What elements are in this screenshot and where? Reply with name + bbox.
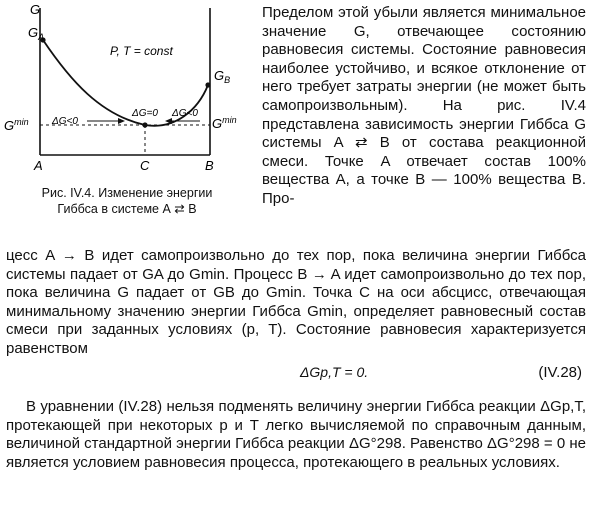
dg-left-label: ΔG<0 [52, 116, 78, 127]
equation-iv28 [0, 364, 590, 386]
point-gmin [142, 122, 147, 127]
full-width-paragraph [6, 247, 586, 359]
gibbs-energy-figure [0, 0, 255, 235]
axis-b-label: B [205, 158, 214, 173]
right-paragraph-text: Пределом этой убыли является минимальное значение G, отвечающее состоянию равновесия системы. Состояние равновесия наиболее устойчиво, и всякое отклонение от него требует затраты энергии (не может быть самопроизвольным). На рис. IV.4 представлена зависимость энергии Гиббса G системы A ⇄ B от состава реакционной смеси. Точке A отвечает состав 100% вещества A, а точке B — 100% вещества B. Про- [262, 4, 586, 207]
dg-right-label: ΔG<0 [172, 108, 198, 119]
label-gmin-left: $G^{min}$ [4, 117, 29, 133]
axis-c-label: C [140, 158, 150, 173]
label-g: G [30, 2, 41, 17]
second-full-paragraph [6, 398, 586, 472]
figure-caption [2, 185, 252, 217]
caption-line-1: Рис. IV.4. Изменение энергии [41, 186, 213, 200]
caption-line-2: Гиббса в системе А ⇄ В [57, 202, 197, 216]
full-paragraph-text: цесс A → B идет самопроизвольно до тех пор, пока величина энергии Гиббса системы падает от GA до Gmin. Процесс B → A идет самопроизвольно до тех пор, пока величина G падает от GB до Gmin. Точка C на оси абсцисс, отвечающая минимальному значению энергии Гиббса Gmin, определяет равновесный состав смеси при заданных условиях (p, T). Состояние равновесия характеризуется равенством [6, 247, 586, 357]
right-column-paragraph [262, 4, 586, 209]
dg-mid-label: ΔG=0 [132, 108, 158, 119]
equation-text: ΔGp,T = 0. [300, 364, 369, 380]
const-label: P, T = const [110, 44, 173, 58]
label-ga: $G_A$ [28, 25, 45, 42]
equation-number: (IV.28) [538, 364, 582, 381]
second-paragraph-text: В уравнении (IV.28) нельзя подменять величину энергии Гиббса реакции ΔGp,T, протекающей при некоторых p и T легко вычисляемой по справочным данным, величиной стандартной энергии Гиббса реакции ΔG°298. Равенство ΔG°298 = 0 не является условием равновесия процесса, протекающего в реальных условиях. [6, 398, 586, 471]
label-gmin-right: $G^{min}$ [212, 115, 237, 131]
point-gb [205, 82, 210, 87]
axis-a-label: A [34, 158, 43, 173]
gibbs-energy-diagram [0, 0, 255, 180]
label-gb: $G_B$ [214, 68, 231, 85]
